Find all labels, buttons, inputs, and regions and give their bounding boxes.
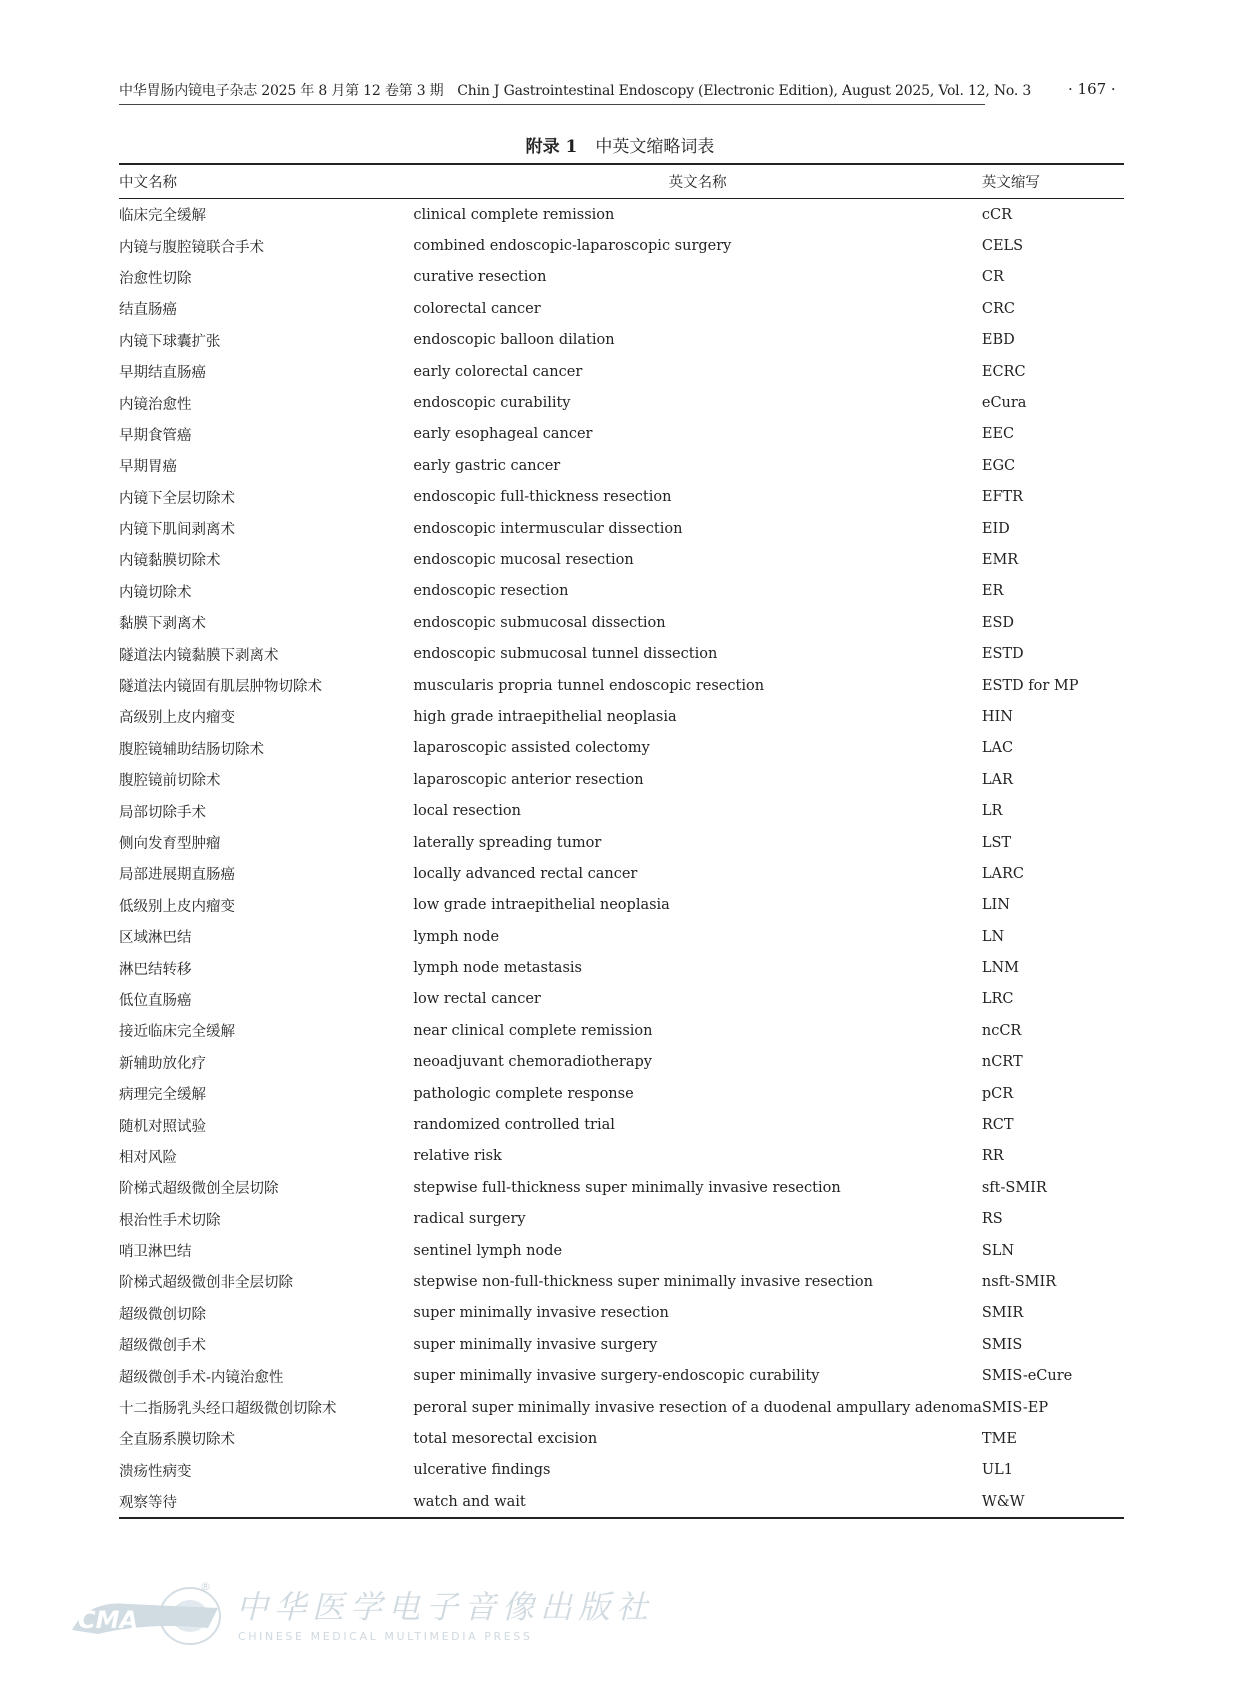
cell-english-name: endoscopic intermuscular dissection bbox=[413, 520, 683, 537]
table-label: 附录 1 bbox=[525, 137, 578, 157]
cell-abbreviation: EFTR bbox=[981, 489, 1024, 506]
table-row bbox=[119, 482, 1124, 513]
cell-english-name: sentinel lymph node bbox=[413, 1242, 563, 1259]
cell-chinese-name: 临床完全缓解 bbox=[119, 208, 206, 225]
cell-chinese-name: 早期结直肠癌 bbox=[119, 365, 206, 382]
cell-chinese-name: 内镜黏膜切除术 bbox=[119, 553, 221, 570]
cell-abbreviation: EID bbox=[981, 520, 1010, 537]
table-header-row bbox=[119, 164, 1124, 199]
table-name: 中英文缩略词表 bbox=[595, 137, 715, 157]
table-row bbox=[119, 670, 1124, 701]
cell-chinese-name: 侧向发育型肿瘤 bbox=[119, 836, 221, 852]
cell-english-name: low grade intraepithelial neoplasia bbox=[413, 897, 670, 914]
cell-abbreviation: ECRC bbox=[981, 363, 1026, 380]
cell-chinese-name: 阶梯式超级微创全层切除 bbox=[119, 1181, 279, 1198]
cell-chinese-name: 内镜与腹腔镜联合手术 bbox=[119, 239, 264, 256]
table-row bbox=[119, 1329, 1124, 1360]
cell-english-name: pathologic complete response bbox=[413, 1085, 634, 1102]
cell-chinese-name: 低级别上皮内瘤变 bbox=[119, 898, 235, 915]
table-row bbox=[119, 230, 1124, 261]
table-row bbox=[119, 827, 1124, 858]
cell-english-name: super minimally invasive surgery bbox=[413, 1336, 658, 1353]
logo-text: CMA bbox=[78, 1606, 139, 1634]
cell-chinese-name: 根治性手术切除 bbox=[119, 1212, 221, 1229]
table-row bbox=[119, 325, 1124, 356]
cell-chinese-name: 全直肠系膜切除术 bbox=[119, 1432, 235, 1449]
table-row bbox=[119, 1141, 1124, 1172]
cell-abbreviation: CR bbox=[981, 269, 1004, 286]
cell-chinese-name: 隧道法内镜黏膜下剥离术 bbox=[119, 647, 279, 664]
cell-abbreviation: LARC bbox=[981, 865, 1024, 882]
table-row bbox=[119, 952, 1124, 983]
table-row bbox=[119, 1235, 1124, 1266]
registered-mark: ® bbox=[200, 1580, 211, 1593]
cell-english-name: endoscopic resection bbox=[413, 583, 569, 600]
cell-abbreviation: EBD bbox=[981, 332, 1015, 349]
cell-chinese-name: 淋巴结转移 bbox=[119, 961, 192, 978]
cell-abbreviation: W&W bbox=[982, 1486, 1124, 1518]
cell-chinese-name: 高级别上皮内瘤变 bbox=[119, 710, 235, 727]
cell-abbreviation: LNM bbox=[981, 960, 1020, 977]
table-row bbox=[119, 576, 1124, 607]
publisher-name-english: CHINESE MEDICAL MULTIMEDIA PRESS bbox=[238, 1630, 533, 1643]
cell-english-name: endoscopic curability bbox=[413, 395, 571, 412]
cell-abbreviation: SLN bbox=[981, 1242, 1015, 1259]
cell-chinese-name: 病理完全缓解 bbox=[119, 1087, 206, 1104]
cell-chinese-name: 低位直肠癌 bbox=[119, 992, 192, 1009]
cell-abbreviation: ESTD bbox=[981, 646, 1024, 663]
cell-chinese-name: 内镜切除术 bbox=[119, 584, 192, 601]
cell-english-name: endoscopic mucosal resection bbox=[413, 551, 634, 568]
cell-abbreviation: RR bbox=[981, 1148, 1004, 1165]
cell-chinese-name: 内镜治愈性 bbox=[119, 396, 192, 413]
cell-english-name: early gastric cancer bbox=[413, 457, 561, 474]
cell-english-name: muscularis propria tunnel endoscopic resection bbox=[413, 677, 765, 694]
table-row bbox=[119, 764, 1124, 795]
cell-abbreviation: LIN bbox=[981, 897, 1010, 914]
cell-abbreviation: HIN bbox=[981, 708, 1013, 725]
cell-english-name: lymph node metastasis bbox=[413, 960, 582, 977]
cell-chinese-name: 腹腔镜辅助结肠切除术 bbox=[119, 741, 264, 758]
cell-english-name: watch and wait bbox=[413, 1486, 981, 1518]
table-row bbox=[119, 607, 1124, 638]
table-row bbox=[119, 1078, 1124, 1109]
cell-english-name: laterally spreading tumor bbox=[413, 834, 602, 851]
cell-english-name: endoscopic submucosal dissection bbox=[413, 614, 666, 631]
table-body bbox=[119, 199, 1124, 1519]
cma-logo-icon bbox=[68, 1578, 228, 1648]
table-row bbox=[119, 293, 1124, 324]
abbreviation-table bbox=[119, 163, 1124, 1519]
cell-chinese-name: 隧道法内镜固有肌层肿物切除术 bbox=[119, 679, 322, 696]
cell-abbreviation: TME bbox=[981, 1430, 1017, 1447]
cell-chinese-name: 腹腔镜前切除术 bbox=[119, 773, 221, 790]
cell-chinese-name: 内镜下球囊扩张 bbox=[119, 333, 221, 350]
cell-chinese-name: 阶梯式超级微创非全层切除 bbox=[119, 1275, 293, 1292]
cell-chinese-name: 超级微创手术 bbox=[119, 1338, 206, 1355]
table-row bbox=[119, 1455, 1124, 1486]
cell-chinese-name: 局部进展期直肠癌 bbox=[119, 867, 235, 884]
cell-english-name: early colorectal cancer bbox=[413, 363, 583, 380]
cell-english-name: endoscopic balloon dilation bbox=[413, 332, 615, 349]
cell-chinese-name: 内镜下肌间剥离术 bbox=[119, 522, 235, 539]
table-row bbox=[119, 1047, 1124, 1078]
cell-abbreviation: ESTD for MP bbox=[981, 677, 1079, 694]
cell-abbreviation: SMIS bbox=[981, 1336, 1023, 1353]
cell-english-name: laparoscopic assisted colectomy bbox=[413, 740, 650, 757]
cell-abbreviation: ESD bbox=[981, 614, 1015, 631]
table-row bbox=[119, 1423, 1124, 1454]
cell-english-name: lymph node bbox=[413, 928, 500, 945]
table-row bbox=[119, 1172, 1124, 1203]
cell-abbreviation: SMIR bbox=[981, 1305, 1024, 1322]
cell-chinese-name: 接近临床完全缓解 bbox=[119, 1024, 235, 1041]
cell-abbreviation: ER bbox=[981, 583, 1004, 600]
table-row bbox=[119, 544, 1124, 575]
cell-english-name: relative risk bbox=[413, 1148, 502, 1165]
page-number: · 167 · bbox=[1068, 80, 1116, 98]
cell-english-name: early esophageal cancer bbox=[413, 426, 593, 443]
table-row bbox=[119, 858, 1124, 889]
table-row bbox=[119, 1266, 1124, 1297]
cell-abbreviation: LAR bbox=[981, 771, 1013, 788]
table-title bbox=[0, 132, 1240, 157]
cell-abbreviation: SMIS-EP bbox=[981, 1399, 1049, 1416]
publisher-name-chinese: 中华医学电子音像出版社 bbox=[236, 1588, 655, 1626]
cell-english-name: neoadjuvant chemoradiotherapy bbox=[413, 1054, 652, 1071]
cell-chinese-name: 新辅助放化疗 bbox=[119, 1055, 206, 1072]
cell-abbreviation: LRC bbox=[981, 991, 1014, 1008]
cell-abbreviation: nCRT bbox=[981, 1054, 1023, 1071]
cell-english-name: low rectal cancer bbox=[413, 991, 541, 1008]
table-row bbox=[119, 1109, 1124, 1140]
table-row bbox=[119, 450, 1124, 481]
cell-abbreviation: cCR bbox=[981, 206, 1012, 223]
cell-english-name: colorectal cancer bbox=[413, 300, 541, 317]
cell-english-name: combined endoscopic-laparoscopic surgery bbox=[413, 238, 732, 255]
cell-english-name: super minimally invasive resection bbox=[413, 1305, 669, 1322]
cell-abbreviation: ncCR bbox=[981, 1022, 1022, 1039]
publisher-logo bbox=[68, 1578, 655, 1648]
cell-chinese-name: 超级微创手术-内镜治愈性 bbox=[119, 1369, 284, 1386]
table-row bbox=[119, 1015, 1124, 1046]
cell-chinese-name: 哨卫淋巴结 bbox=[119, 1244, 192, 1261]
cell-english-name: curative resection bbox=[413, 269, 547, 286]
cell-english-name: high grade intraepithelial neoplasia bbox=[413, 708, 677, 725]
table-row bbox=[119, 1298, 1124, 1329]
table-row bbox=[119, 638, 1124, 669]
cell-chinese-name: 早期食管癌 bbox=[119, 427, 192, 444]
cell-chinese-name: 治愈性切除 bbox=[119, 270, 192, 287]
cell-abbreviation: pCR bbox=[981, 1085, 1014, 1102]
cell-english-name: total mesorectal excision bbox=[413, 1430, 598, 1447]
cell-abbreviation: UL1 bbox=[981, 1462, 1013, 1479]
cell-english-name: ulcerative findings bbox=[413, 1462, 551, 1479]
cell-abbreviation: EMR bbox=[981, 551, 1019, 568]
cell-chinese-name: 超级微创切除 bbox=[119, 1306, 206, 1323]
table-row bbox=[119, 419, 1124, 450]
cell-abbreviation: CRC bbox=[981, 300, 1015, 317]
table-row bbox=[119, 356, 1124, 387]
running-head: 中华胃肠内镜电子杂志 2025 年 8 月第 12 卷第 3 期 Chin J Gastrointestinal Endoscopy (Electronic Edition), August 2025, Vol. 12, No. 3 bbox=[119, 80, 985, 105]
table-row bbox=[119, 890, 1124, 921]
table-row bbox=[119, 262, 1124, 293]
cell-english-name: radical surgery bbox=[413, 1211, 526, 1228]
cell-abbreviation: LN bbox=[981, 928, 1005, 945]
cell-english-name: randomized controlled trial bbox=[413, 1117, 615, 1134]
cell-chinese-name: 观察等待 bbox=[119, 1486, 413, 1518]
cell-chinese-name: 局部切除手术 bbox=[119, 804, 206, 821]
table-row bbox=[119, 1486, 1124, 1518]
cell-abbreviation: eCura bbox=[981, 395, 1027, 412]
column-header-abbreviation: 英文缩写 bbox=[982, 164, 1124, 199]
cell-abbreviation: EEC bbox=[981, 426, 1015, 443]
cell-abbreviation: LST bbox=[981, 834, 1012, 851]
cell-abbreviation: CELS bbox=[981, 238, 1024, 255]
cell-chinese-name: 随机对照试验 bbox=[119, 1118, 206, 1135]
column-header-english: 英文名称 bbox=[413, 164, 981, 199]
cell-abbreviation: RCT bbox=[981, 1117, 1014, 1134]
table-row bbox=[119, 795, 1124, 826]
cell-abbreviation: sft-SMIR bbox=[981, 1179, 1047, 1196]
cell-abbreviation: RS bbox=[981, 1211, 1003, 1228]
cell-chinese-name: 相对风险 bbox=[119, 1149, 177, 1166]
cell-english-name: clinical complete remission bbox=[413, 206, 615, 223]
table-row bbox=[119, 513, 1124, 544]
cell-english-name: endoscopic full-thickness resection bbox=[413, 489, 672, 506]
cell-english-name: near clinical complete remission bbox=[413, 1022, 653, 1039]
table-row bbox=[119, 387, 1124, 418]
table-row bbox=[119, 984, 1124, 1015]
cell-chinese-name: 结直肠癌 bbox=[119, 302, 177, 319]
cell-abbreviation: SMIS-eCure bbox=[981, 1368, 1073, 1385]
table-row bbox=[119, 1360, 1124, 1391]
cell-english-name: endoscopic submucosal tunnel dissection bbox=[413, 646, 718, 663]
cell-chinese-name: 十二指肠乳头经口超级微创切除术 bbox=[119, 1401, 337, 1418]
cell-english-name: local resection bbox=[413, 803, 521, 820]
table-row bbox=[119, 733, 1124, 764]
cell-english-name: stepwise non-full-thickness super minimally invasive resection bbox=[413, 1273, 873, 1290]
cell-abbreviation: nsft-SMIR bbox=[981, 1273, 1057, 1290]
table-row bbox=[119, 1392, 1124, 1423]
cell-abbreviation: LAC bbox=[981, 740, 1014, 757]
table-row bbox=[119, 701, 1124, 732]
cell-english-name: stepwise full-thickness super minimally invasive resection bbox=[413, 1179, 841, 1196]
cell-english-name: locally advanced rectal cancer bbox=[413, 865, 638, 882]
cell-chinese-name: 内镜下全层切除术 bbox=[119, 490, 235, 507]
cell-chinese-name: 溃疡性病变 bbox=[119, 1463, 192, 1480]
column-header-chinese: 中文名称 bbox=[119, 164, 413, 199]
cell-chinese-name: 早期胃癌 bbox=[119, 459, 177, 476]
table-row bbox=[119, 921, 1124, 952]
cell-english-name: peroral super minimally invasive resection of a duodenal ampullary adenoma bbox=[413, 1399, 982, 1416]
table-row bbox=[119, 1204, 1124, 1235]
cell-chinese-name: 黏膜下剥离术 bbox=[119, 616, 206, 633]
cell-abbreviation: LR bbox=[981, 803, 1003, 820]
cell-english-name: super minimally invasive surgery-endoscopic curability bbox=[413, 1368, 820, 1385]
cell-english-name: laparoscopic anterior resection bbox=[413, 771, 644, 788]
table-row bbox=[119, 199, 1124, 231]
cell-abbreviation: EGC bbox=[981, 457, 1016, 474]
cell-chinese-name: 区域淋巴结 bbox=[119, 930, 192, 947]
